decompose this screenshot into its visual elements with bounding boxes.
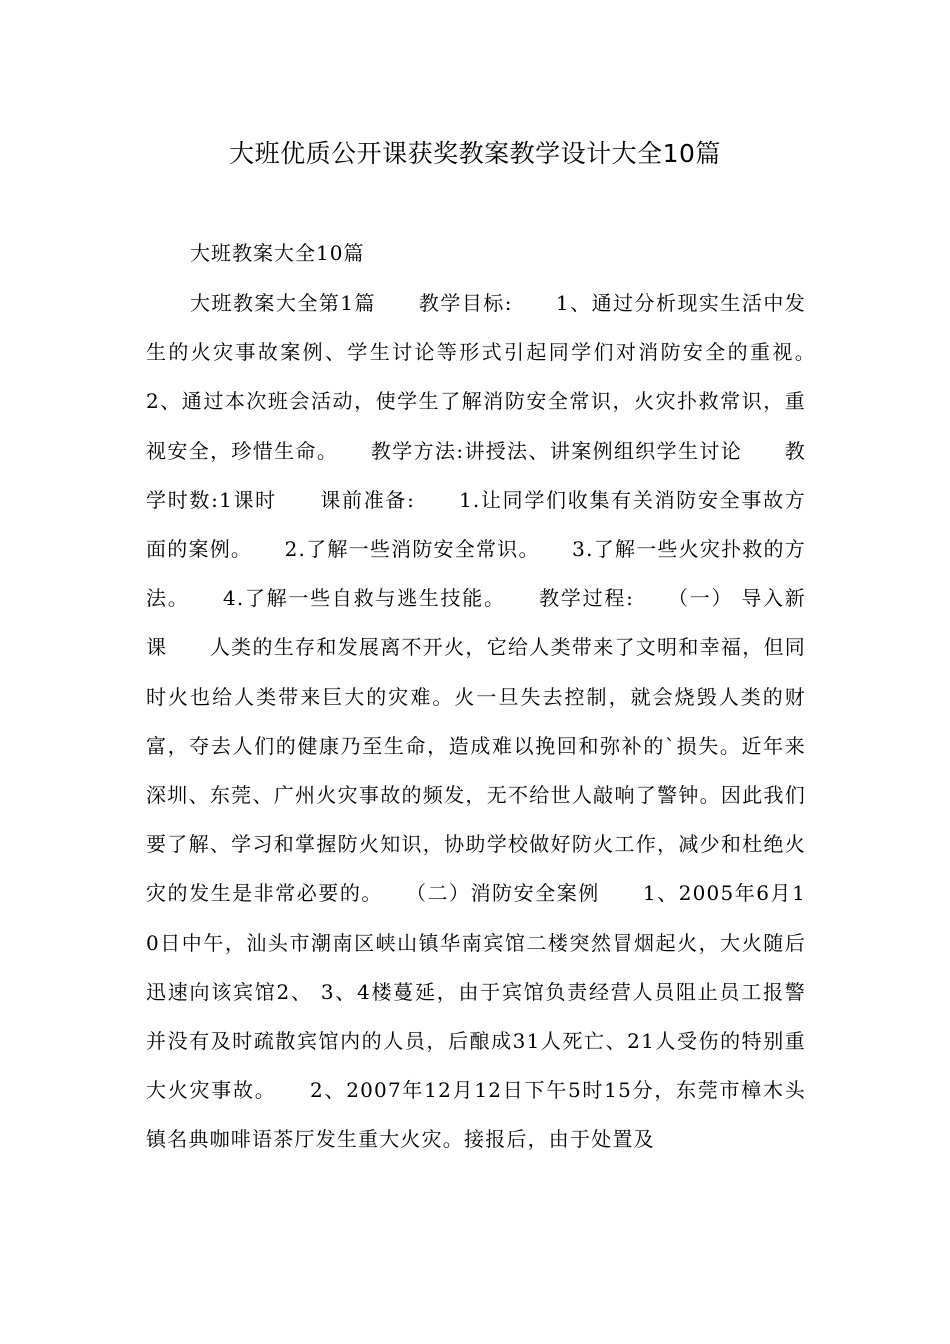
document-subtitle: 大班教案大全10篇 bbox=[190, 241, 365, 265]
document-title: 大班优质公开课获奖教案教学设计大全10篇 bbox=[229, 139, 721, 168]
document-body: 大班教案大全第1篇 教学目标: 1、通过分析现实生活中发生的火灾事故案例、学生讨论等形式引起同学们对消防安全的重视。 2、通过本次班会活动，使学生了解消防安全常识，火灾扑救常识，重视安全，珍惜生命。 教学方法:讲授法、讲案例组织学生讨论 教学时数:1课时 课前准备: 1.让同学们收集有关消防安全事故方面的案例。 2.了解一些消防安全常识。 3.了解一些火灾扑救的方法。 4.了解一些自救与逃生技能。 教学过程: （一） 导入新课 人类的生存和发展离不开火，它给人类带来了文明和幸福，但同时火也给人类带来巨大的灾难。火一旦失去控制，就会烧毁人类的财富，夺去人们的健康乃至生命，造成难以挽回和弥补的`损失。近年来深圳、东莞、广州火灾事故的频发，无不给世人敲响了警钟。因此我们要了解、学习和掌握防火知识，协助学校做好防火工作，减少和杜绝火灾的发生是非常必要的。 （二）消防安全案例 1、2005年6月10日中午，汕头市潮南区峡山镇华南宾馆二楼突然冒烟起火，大火随后迅速向该宾馆2、 3、4楼蔓延，由于宾馆负责经营人员阻止员工报警并没有及时疏散宾馆内的人员，后酿成31人死亡、21人受伤的特别重大火灾事故。 2、2007年12月12日下午5时15分，东莞市樟木头镇名典咖啡语茶厅发生重大火灾。接报后，由于处置及 bbox=[146, 291, 849, 1152]
